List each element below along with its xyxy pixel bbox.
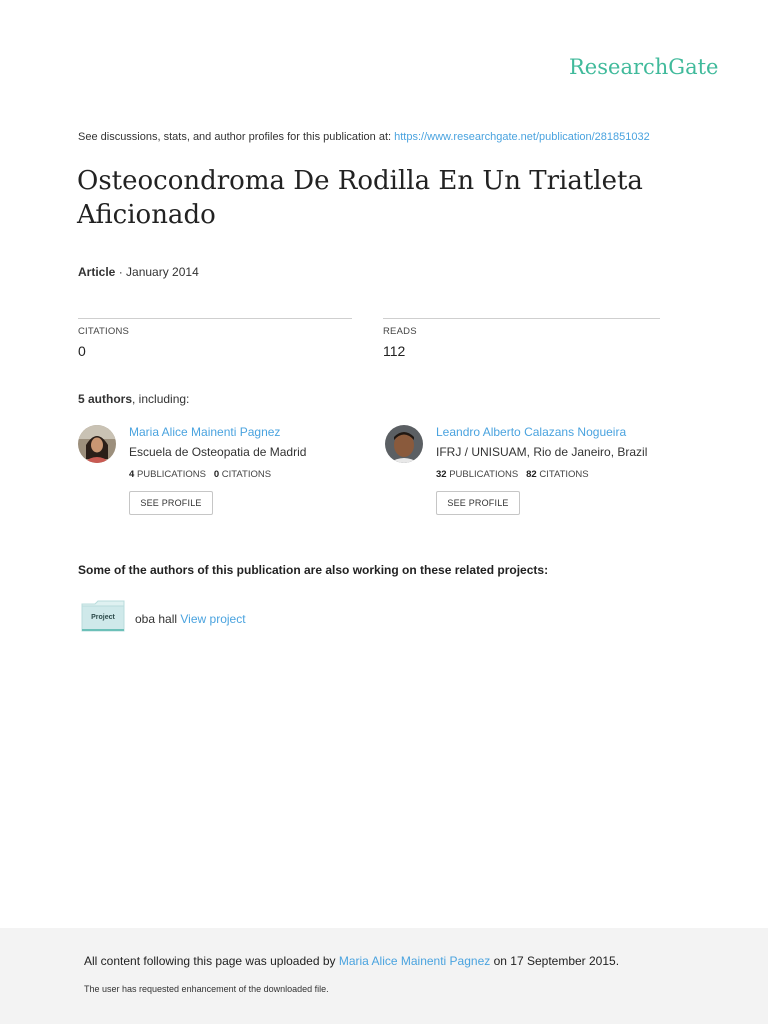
footer [0,928,768,1024]
author-citations-label: CITATIONS [539,469,589,480]
see-profile-button[interactable]: SEE PROFILE [129,491,213,515]
meta-separator: · [115,265,127,279]
publication-type: Article [78,265,116,279]
publication-date: January 2014 [126,265,199,279]
citations-value: 0 [78,343,86,359]
view-project-link[interactable]: View project [180,612,246,626]
reads-label: READS [383,326,417,337]
author-institution: IFRJ / UNISUAM, Rio de Janeiro, Brazil [436,445,648,459]
projects-heading: Some of the authors of this publication are also working on these related projects: [78,563,549,577]
uploader-link[interactable]: Maria Alice Mainenti Pagnez [338,954,491,968]
upload-suffix: on 17 September 2015. [493,954,620,968]
reads-value: 112 [383,343,406,359]
publication-meta [78,265,199,279]
discussion-line [78,131,650,143]
author-publications-label: PUBLICATIONS [449,469,519,480]
publication-url-link[interactable]: https://www.researchgate.net/publication/281851032 [394,131,650,143]
author-citations-count: 82 [526,469,537,480]
upload-notice [84,954,619,968]
project-icon-label: Project [91,614,115,621]
upload-prefix: All content following this page was uploaded by [84,954,336,968]
author-citations-count: 0 [213,469,220,480]
author-name-link[interactable]: Maria Alice Mainenti Pagnez [129,425,281,439]
author-stats [129,469,271,480]
author-avatar[interactable] [385,425,423,463]
author-institution: Escuela de Osteopatia de Madrid [129,445,307,459]
authors-count: 5 authors [78,392,133,406]
publication-title: Osteocondroma De Rodilla En Un Triatleta Aficionado [77,166,643,230]
reads-divider [383,318,660,319]
author-publications-count: 32 [436,469,447,480]
project-name: oba hall [135,612,178,626]
researchgate-logo[interactable]: ResearchGate [569,55,719,79]
citations-divider [78,318,352,319]
author-citations-label: CITATIONS [221,469,272,480]
author-photo-icon [78,425,116,463]
project-folder-icon[interactable] [81,600,125,632]
author-name-link[interactable]: Leandro Alberto Calazans Nogueira [436,425,627,439]
authors-heading [78,392,189,406]
discussion-text: See discussions, stats, and author profiles for this publication at: [78,131,392,143]
author-publications-count: 4 [129,469,135,480]
project-entry [135,612,246,626]
author-avatar[interactable] [78,425,116,463]
citations-label: CITATIONS [78,326,130,337]
enhancement-note: The user has requested enhancement of the downloaded file. [84,984,329,994]
see-profile-button[interactable]: SEE PROFILE [436,491,520,515]
author-photo-icon [385,425,423,463]
authors-suffix: , including: [132,392,190,406]
author-publications-label: PUBLICATIONS [136,469,206,480]
author-stats [436,469,589,480]
